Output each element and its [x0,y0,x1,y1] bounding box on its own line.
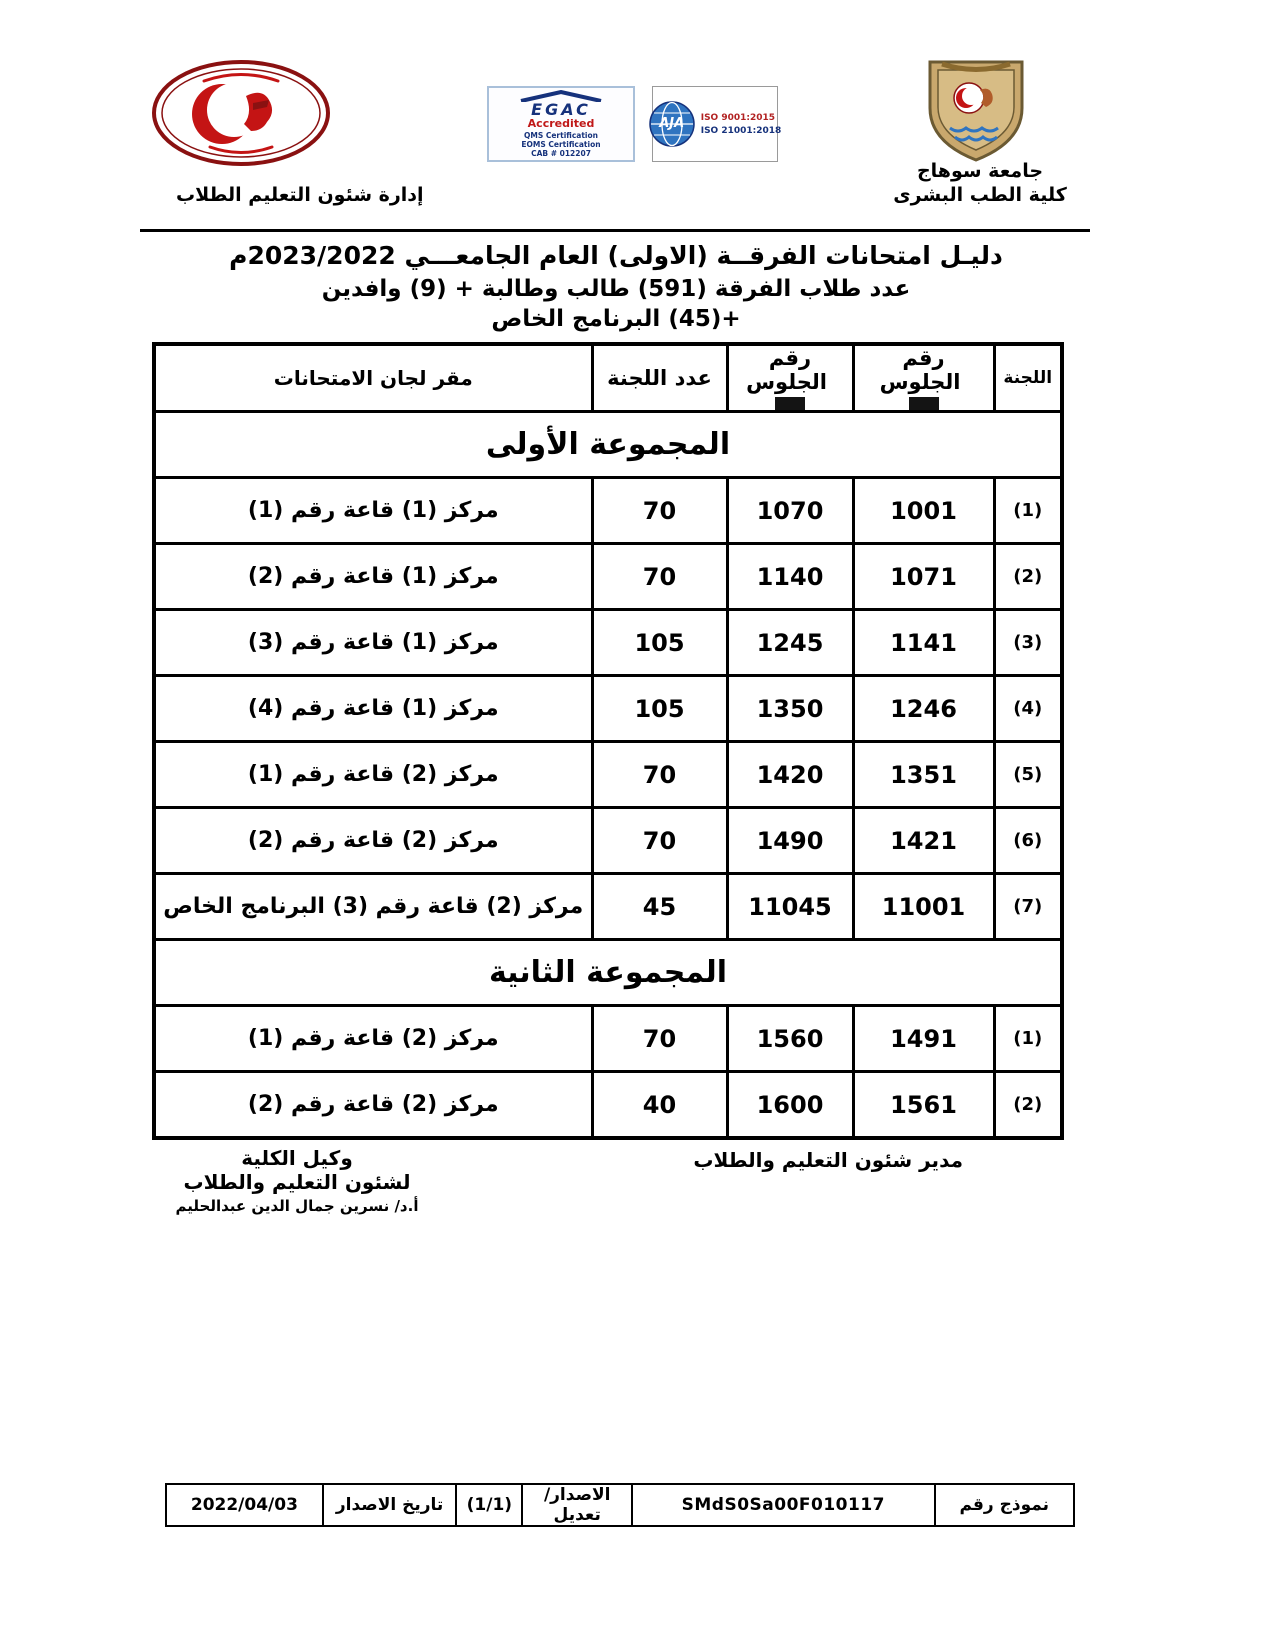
seat-from: 11001 [853,874,994,940]
seat-from: 1421 [853,808,994,874]
group-1-title: المجموعة الأولى [154,412,1062,478]
committee-number: (1) [994,1006,1062,1072]
committee-count: 40 [592,1072,727,1138]
seat-to: 1560 [727,1006,853,1072]
table-row [154,1072,1062,1138]
header-seat-to-label: رقم الجلوس [746,346,827,395]
committee-count: 105 [592,610,727,676]
seat-from: 1246 [853,676,994,742]
header-seat-from-label: رقم الجلوس [879,346,961,395]
seat-to: 11045 [727,874,853,940]
issue-date-label: تاريخ الاصدار [323,1484,457,1526]
table-row [154,742,1062,808]
department-name: إدارة شئون التعليم الطلاب [176,184,424,206]
table-row [154,544,1062,610]
seat-to: 1350 [727,676,853,742]
seat-from: 1001 [853,478,994,544]
header-location: مقر لجان الامتحانات [154,344,592,412]
committee-number: (4) [994,676,1062,742]
seat-to: 1245 [727,610,853,676]
aja-iso-badge [652,86,782,162]
exam-location: مركز (1) قاعة رقم (4) [154,676,592,742]
header-seat-to [727,344,853,412]
committee-count: 70 [592,1006,727,1072]
group-2-title: المجموعة الثانية [154,940,1062,1006]
form-number-label: نموذج رقم [935,1484,1074,1526]
header-seat-from [853,344,994,412]
seat-to: 1140 [727,544,853,610]
header-dark-mark-icon [909,397,939,410]
committee-number: (2) [994,544,1062,610]
seat-from: 1561 [853,1072,994,1138]
group-title-row [154,940,1062,1006]
seat-to: 1490 [727,808,853,874]
committee-count: 105 [592,676,727,742]
signature-vice-dean-block [158,1146,436,1215]
aja-iso1-label: ISO 9001:2015 [700,112,776,123]
seat-from: 1351 [853,742,994,808]
university-name: جامعة سوهاج [916,160,1044,182]
egac-line2: EOMS Certification [521,140,601,150]
exam-location: مركز (2) قاعة رقم (2) [154,808,592,874]
revision-label: الاصدار/تعديل [522,1484,632,1526]
signature-students-affairs-manager: مدير شئون التعليم والطلاب [693,1148,963,1172]
seat-to: 1070 [727,478,853,544]
exam-location: مركز (2) قاعة رقم (3) البرنامج الخاص [154,874,592,940]
college-crescent-logo-icon [150,58,332,168]
table-header-row [154,344,1062,412]
egac-line3: CAB # 012207 [531,149,591,159]
exam-location: مركز (2) قاعة رقم (1) [154,1006,592,1072]
university-shield-logo-icon [922,54,1030,166]
table-row [154,808,1062,874]
committee-number: (7) [994,874,1062,940]
committee-count: 70 [592,544,727,610]
committee-count: 70 [592,742,727,808]
aja-iso2-label: ISO 21001:2018 [700,125,782,136]
form-info-strip [165,1483,1075,1527]
table-row [154,610,1062,676]
vice-dean-title-line2: لشئون التعليم والطلاب [183,1170,411,1194]
committee-number: (3) [994,610,1062,676]
header-committee: اللجنة [994,344,1062,412]
group-title-row [154,412,1062,478]
faculty-name: كلية الطب البشرى [893,183,1067,206]
egac-accreditation-badge [487,86,635,162]
vice-dean-name: أ.د/ نسرين جمال الدين عبدالحليم [175,1197,419,1215]
header-count: عدد اللجنة [592,344,727,412]
committee-number: (1) [994,478,1062,544]
exam-location: مركز (2) قاعة رقم (1) [154,742,592,808]
seat-from: 1141 [853,610,994,676]
egac-line1: QMS Certification [523,130,598,140]
exam-location: مركز (1) قاعة رقم (3) [154,610,592,676]
vice-dean-title-line1: وكيل الكلية [241,1146,353,1170]
table-row [154,874,1062,940]
table-row [154,478,1062,544]
table-row [154,676,1062,742]
exam-location: مركز (1) قاعة رقم (1) [154,478,592,544]
aja-globe-icon [649,101,695,147]
students-count-line: عدد طلاب الفرقة (591) طالب وطالبة + (9) وافدين [321,276,911,302]
committee-number: (6) [994,808,1062,874]
header-divider [140,229,1090,232]
egac-accredited-label: Accredited [527,117,595,130]
document-title-block [0,241,1232,332]
seat-to: 1600 [727,1072,853,1138]
form-number-value: SMdS0Sa00F010117 [632,1484,934,1526]
seat-from: 1491 [853,1006,994,1072]
committee-count: 70 [592,808,727,874]
exam-location: مركز (2) قاعة رقم (2) [154,1072,592,1138]
seat-to: 1420 [727,742,853,808]
aja-name: AJA [659,116,685,131]
seat-from: 1071 [853,544,994,610]
table-row [154,1006,1062,1072]
special-program-line: +(45) البرنامج الخاص [491,306,741,332]
revision-value: (1/1) [456,1484,522,1526]
issue-date-value: 2022/04/03 [166,1484,323,1526]
exam-committees-table [152,342,1064,1140]
form-info-row [166,1484,1074,1526]
exam-location: مركز (1) قاعة رقم (2) [154,544,592,610]
committee-count: 70 [592,478,727,544]
header-dark-mark-icon [775,397,805,410]
organization-names [865,160,1095,208]
committee-count: 45 [592,874,727,940]
committee-number: (2) [994,1072,1062,1138]
egac-name: EGAC [531,100,591,119]
committee-number: (5) [994,742,1062,808]
document-title: دليـل امتحانات الفرقــة (الاولى) العام الجامعـــي 2023/2022م [229,241,1003,270]
